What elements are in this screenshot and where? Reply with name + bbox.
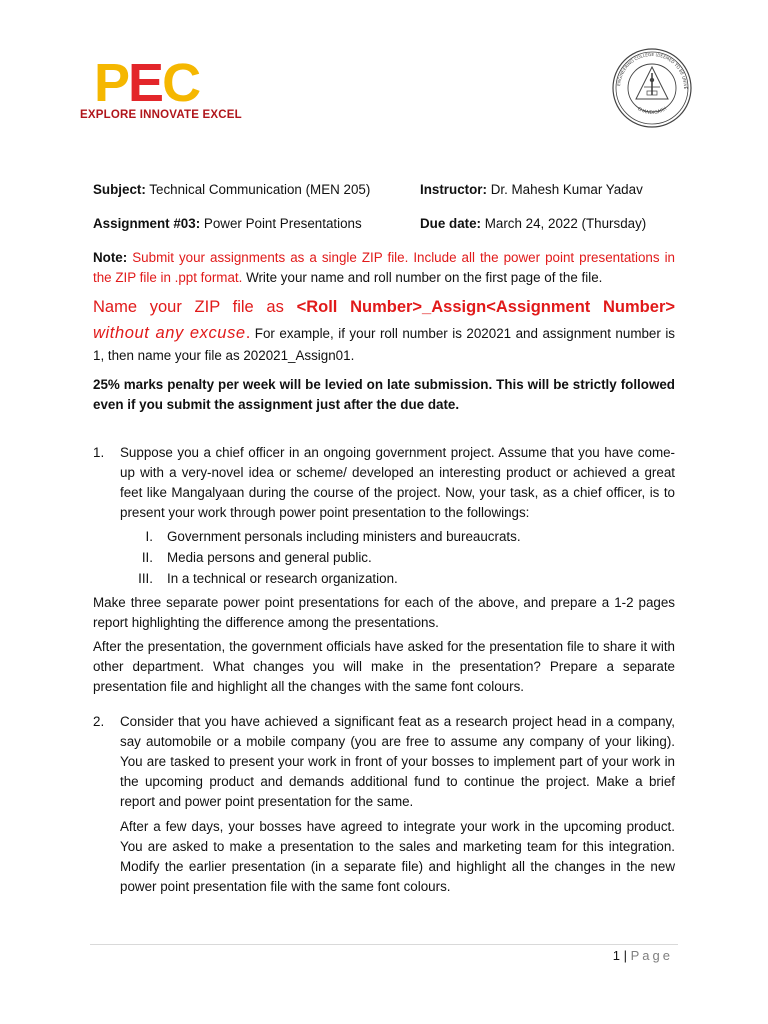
note-black-text: Write your name and roll number on the first page of the file. [242,270,603,285]
subject-line [93,180,420,200]
seal-bottom-text: CHANDIGARH [636,106,668,116]
list-item [120,569,675,589]
assignment-line [93,214,420,234]
question-1-text: Suppose you a chief officer in an ongoing government project. Assume that you have come-up with a very-novel idea or scheme/ developed an interesting product or achieved a great feet like Mangalyaan during the course of the project. Now, your task, as a chief officer, is to present your work through power point presentation to the followings: [120,445,675,520]
late-penalty-warning: 25% marks penalty per week will be levied on late submission. This will be strictly followed even if you submit the assignment just after the due date. [93,377,675,412]
list-item-text: Media persons and general public. [167,550,372,565]
instructor-value: Dr. Mahesh Kumar Yadav [486,182,643,197]
page-word: Page [630,948,673,963]
list-item-number: III. [138,571,153,586]
list-item-number: II. [141,550,153,565]
question-1-audience-list [93,527,675,589]
due-date-line [420,214,646,234]
due-date-value: March 24, 2022 (Thursday) [481,216,647,231]
logo-letter-c: C [162,53,200,113]
subject-instructor-row [93,180,675,200]
due-date-label: Due date: [420,216,482,231]
note-label: Note: [93,250,128,265]
footer-divider [90,944,678,945]
assignment-due-row [93,214,675,234]
question-1 [93,443,675,523]
list-item [120,548,675,568]
logo-letters [94,53,200,113]
assignment-value: Power Point Presentations [200,216,362,231]
logo-letter-e: E [128,53,163,113]
zip-lead-text: Name your ZIP file as [93,298,297,316]
page-number-separator: | [620,948,631,963]
zip-pattern: <Roll Number>_Assign<Assignment Number> [296,298,675,316]
page-number [560,948,673,963]
zip-naming-instruction [93,294,675,366]
question-2-text: Consider that you have achieved a significant feat as a research project head in a company, say automobile or a mobile company (you are free to assume any company of your liking). You are tasked to present your work in front of your bosses to implement part of your work in the upcoming product and demands additional fund to continue the project. Make a brief report and power point presentation for the same. [120,714,675,809]
list-item-number: I. [145,529,153,544]
logo-letter-p: P [94,53,129,113]
question-1-paragraph-1: Make three separate power point presentations for each of the above, and prepare a 1-2 pages report highlighting the difference among the presentations. [93,595,675,630]
pec-logo [80,53,242,126]
list-item-text: In a technical or research organization. [167,571,398,586]
question-1-paragraph-2: After the presentation, the government officials have asked for the presentation file to share it with other department. What changes you will make in the presentation? Prepare a separate presentation file and highlight all the changes with the same font colours. [93,639,675,694]
question-2-paragraph-1: After a few days, your bosses have agreed to integrate your work in the upcoming product. You are asked to make a presentation to the sales and marketing team for this integration. Modify the earlier presentation (in a separate file) and highlight all the changes in the new power point presentation file with the same font colours. [120,819,675,894]
submission-note [93,248,675,290]
seal-top-text: ENGINEERING COLLEGE (DEEMED TO BE UNIVE [616,51,689,90]
logo-tagline: EXPLORE INNOVATE EXCEL [80,109,242,121]
zip-example: For example, if your roll number is 202021 and assignment number is 1, then name your file as 202021_Assign01. [93,326,675,363]
list-item [120,527,675,547]
question-1-number: 1. [93,445,105,460]
question-2 [93,712,675,897]
page-number-value: 1 [612,948,621,963]
subject-label: Subject: [93,182,146,197]
assignment-label: Assignment #03: [93,216,201,231]
list-item-text: Government personals including ministers and bureaucrats. [167,529,521,544]
svg-text:CHANDIGARH [636,106,668,116]
assignment-document [93,180,675,897]
college-seal-icon [611,47,693,129]
note-red-text-1: Submit your assignments as a single ZIP file. [127,250,409,265]
svg-text:PUNJAB ENGINEERING COLLEGE (DE [611,47,688,90]
question-2-number: 2. [93,714,105,729]
instructor-line [420,180,643,200]
note-red-text-2: Include all the power point presentations in the ZIP file in .ppt format. [93,250,675,285]
subject-value: Technical Communication (MEN 205) [145,182,371,197]
zip-excuse-dot: . [245,324,251,342]
zip-excuse: without any excuse [93,324,246,342]
instructor-label: Instructor: [420,182,487,197]
